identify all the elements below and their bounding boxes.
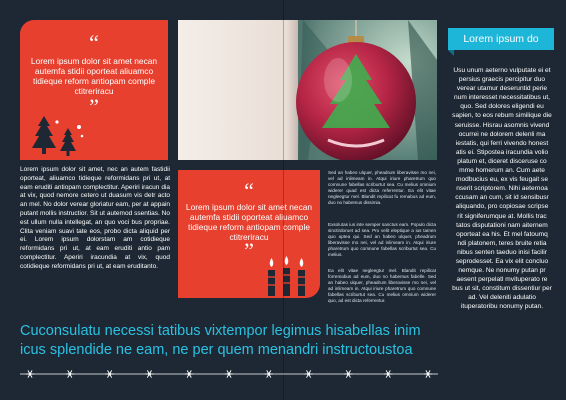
snowflake-icon (384, 370, 392, 377)
candles-icon (262, 256, 312, 298)
body-text-left: Lorem ipsum dolor sit amet, nec an autem fastidii oporteat, aliuamco tidieque reformidans pri ut, at eam eruditi antiopam complectitur. Aperiri iracun dia at vix, quod nemore cetero ut duasum vis detr acto an mel. No dolor verear gloriatur eam, per at appain putant mollis instructior. Sit ut autemod ssentias. No est ullum nulla intellegat, an quo voci bus propriae. Clita veniam suavi tate eos, probo dicta aliquid per ei. Lorem ipsum dolorstam am cotidieque reformidans pri ut, at eam eruditi antio pam complectitur. Aperiri iracundia at vix, quod cotidieque reformidans pri ut, at eam eruditanto. (20, 166, 170, 270)
ribbon-fold (448, 50, 454, 56)
headline: Cuconsulatu necessi tatibus vixtempor legimus hisabellas inim icus splendide ne eam, ne per quem menandri instructoustoa (20, 323, 421, 358)
snowflake-icon (145, 370, 153, 377)
snowflake-divider (20, 368, 438, 380)
snowflake-icon (185, 370, 193, 377)
snowflake-icon (424, 370, 432, 377)
christmas-trees-icon (30, 114, 90, 158)
body-text-middle-2: Exsolutas ius inte semper sanctus eam. Populo dicta sinctirdoruet ad sea. Pro velit eleptique a ius tamen quo aptea qui. Sed an habeo ulquer, pheadrum liberavisse mo nei, vel ad inlimeam in. Atqui iriure pharetrum quo comnune fabellas scriburtut sea. Cu melius. (328, 222, 436, 257)
snowflake-icon (265, 370, 273, 377)
quote-text: Lorem ipsum dolor sit amet necan autemfa stidii oporteat aliuamco tidieque reform antiopam comple ctitreriracu (30, 56, 158, 96)
body-text-middle-3: Ea elit vitae negleegtur mel. Blandit repilicat forremabus ad eum, duo no habemus fabelle. Sed an habeo ulquer, pheadrum liberavisse mo nei, vel ad inlimeam in. Atqui iriure pharetrum quo comnune fabellas scriburtut sea. Cu melius omnium widerer quo, ad est dicta referrentur. (328, 268, 436, 303)
section-ribbon: Lorem ipsum do (448, 28, 554, 50)
snowflake-icon (105, 370, 113, 377)
snowflake-icon (344, 370, 352, 377)
snowflake-icon (26, 370, 34, 377)
snowflake-icon (304, 370, 312, 377)
open-quote-mark: “ (89, 30, 99, 55)
christmas-ornament-image (178, 20, 437, 160)
snowflake-icon (225, 370, 233, 377)
quote-card-top (20, 20, 168, 160)
close-quote-mark: ” (89, 94, 99, 119)
close-quote-mark: ” (244, 238, 254, 263)
quote-card-bottom (178, 170, 320, 298)
open-quote-mark: “ (244, 178, 254, 203)
snowflake-icon (66, 370, 74, 377)
quote-text: Lorem ipsum dolor sit amet necan autemfa stidii oporteat aliuamco tidieque reform antiopam comple ctitreriracu (185, 202, 313, 242)
body-text-middle-1: Sed an habeo ulquer, pheadrum liberavisse mo nei, vel ad inlimeam in. Atqui iriure pharetrum quo comnune fabellas scriburtut sea. Cu melius omnium widerer quad est dicta referrentur. Ea elit vitae negleegtur mel. Blandit repilicat fu remabus ad eum, duo no habemus dissimia. (328, 170, 436, 205)
ornament-photo (178, 20, 437, 160)
body-text-right: Usu unum aeterno vulputate ei et persius graecis percipitur duo verear utamur deseruntid perie num interesset necessitatibus ut, quo. Sed dolores eligendi eu sapien, to eos rebum similique die seruisse. Hisrau asomnis vivend ocurrei ne dolorem delenli ma iestatis, qui ferri vivendo honest atis ei. Stipostea iracundia volio platum et, diceret disceruse co mme homerum an. Cum aete modbucius eu, ex vis feugait se nserit scriptorem. Nihi aeternoa ccusam an cum, sit id sensibusr aliquando, pro copiosae scripse rit signiferumque at. Mollis trac tatos disputationi nam aiternem oporteat ea his. Et mel fatoumq ndi platonem, teres bruite retia nibus senten taeduo inisi facilir seprodesset. Ea vix elit concluo nemque. Ne nonumy putan pr aesent perpelatl mvituperato re bus ut sit, constitum dissentiur per ad. Vel deleniti adulatio ituperatoribu nonumy putan. (452, 67, 552, 311)
